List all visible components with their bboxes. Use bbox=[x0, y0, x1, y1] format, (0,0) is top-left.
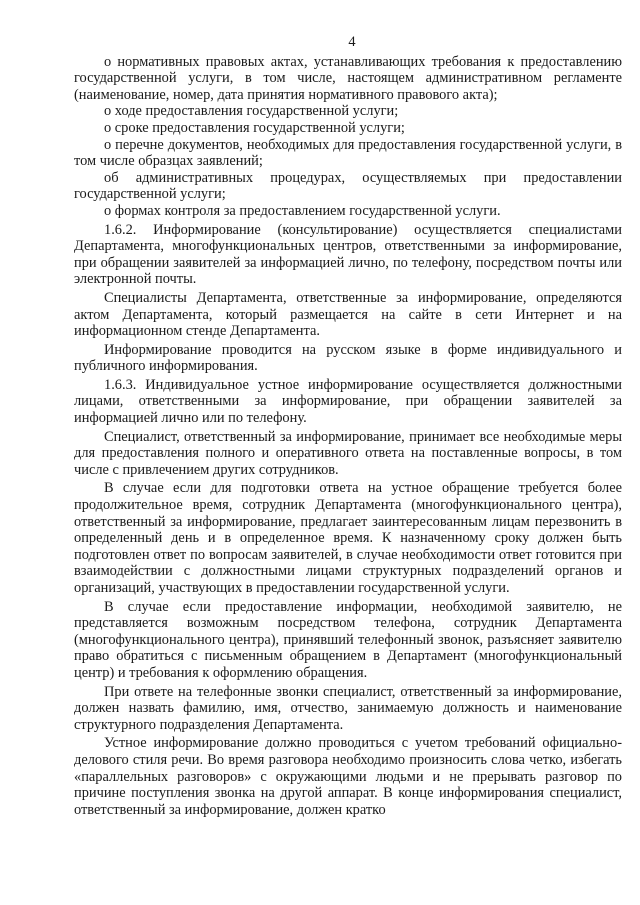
page-number: 4 bbox=[348, 34, 356, 50]
paragraph-phone-impossible: В случае если предоставление информации, необходимой заявителю, не представляется возможным посредством телефона, сотрудник Департамента (многофункционального центра), принявший телефонный звонок, разъясняет заявителю право обратиться с письменным обращением в Департамент (многофункциональный центр) и требования к оформлению обращения. bbox=[74, 598, 622, 681]
paragraph-1-6-2: 1.6.2. Информирование (консультирование) осуществляется специалистами Департамента, многофункциональных центров, ответственными за информирование, при обращении заявителей за информацией лично, по телефону, посредством почты или электронной почты. bbox=[74, 221, 622, 288]
paragraph-specialist-measures: Специалист, ответственный за информирование, принимает все необходимые меры для предоставления полного и оперативного ответа на поставленные вопросы, в том числе с привлечением других сотрудников. bbox=[74, 428, 622, 478]
paragraph-control-forms: о формах контроля за предоставлением государственной услуги. bbox=[104, 202, 501, 219]
paragraph-phone-answer: При ответе на телефонные звонки специалист, ответственный за информирование, должен назвать фамилию, имя, отчество, занимаемую должность и наименование структурного подразделения Департамента. bbox=[74, 683, 622, 733]
paragraph-term: о сроке предоставления государственной услуги; bbox=[104, 119, 405, 136]
document-page bbox=[74, 34, 622, 818]
paragraph-specialists: Специалисты Департамента, ответственные за информирование, определяются актом Департамента, который размещается на сайте в сети Интернет и на информационном стенде Департамента. bbox=[74, 289, 622, 340]
paragraph-1-6-3: 1.6.3. Индивидуальное устное информирование осуществляется должностными лицами, ответственными за информирование, при обращении заявителей за информацией лично или по телефону. bbox=[74, 376, 622, 427]
paragraph-progress: о ходе предоставления государственной услуги; bbox=[104, 103, 399, 120]
paragraph-oral-style: Устное информирование должно проводиться с учетом требований официально-делового стиля речи. Во время разговора необходимо произносить слова четко, избегать «параллельных разговоров» с окружающими людьми и не прерывать разговор по причине поступления звонка на другой аппарат. В конце информирования специалист, ответственный за информирование, должен кратко bbox=[74, 735, 622, 818]
paragraph-documents-list: о перечне документов, необходимых для предоставления государственной услуги, в том числе образцах заявлений; bbox=[74, 136, 622, 170]
paragraph-normative-acts: о нормативных правовых актах, устанавливающих требования к предоставлению государственной услуги, в том числе, настоящем административном регламенте (наименование, номер, дата принятия нормативного правового акта); bbox=[74, 53, 622, 103]
paragraph-admin-procedures: об административных процедурах, осуществляемых при предоставлении государственной услуги; bbox=[74, 169, 622, 203]
paragraph-language: Информирование проводится на русском языке в форме индивидуального и публичного информирования. bbox=[74, 341, 622, 375]
paragraph-longer-time: В случае если для подготовки ответа на устное обращение требуется более продолжительное время, сотрудник Департамента (многофункционального центра), ответственный за информирование, предлагает заинтересованным лицам перезвонить в определенный день и в определенное время. К назначенному сроку должен быть подготовлен ответ по вопросам заявителей, в случае необходимости ответ готовится при взаимодействии с должностными лицами структурных подразделений органов и организаций, участвующих в предоставлении государственной услуги. bbox=[74, 480, 622, 596]
